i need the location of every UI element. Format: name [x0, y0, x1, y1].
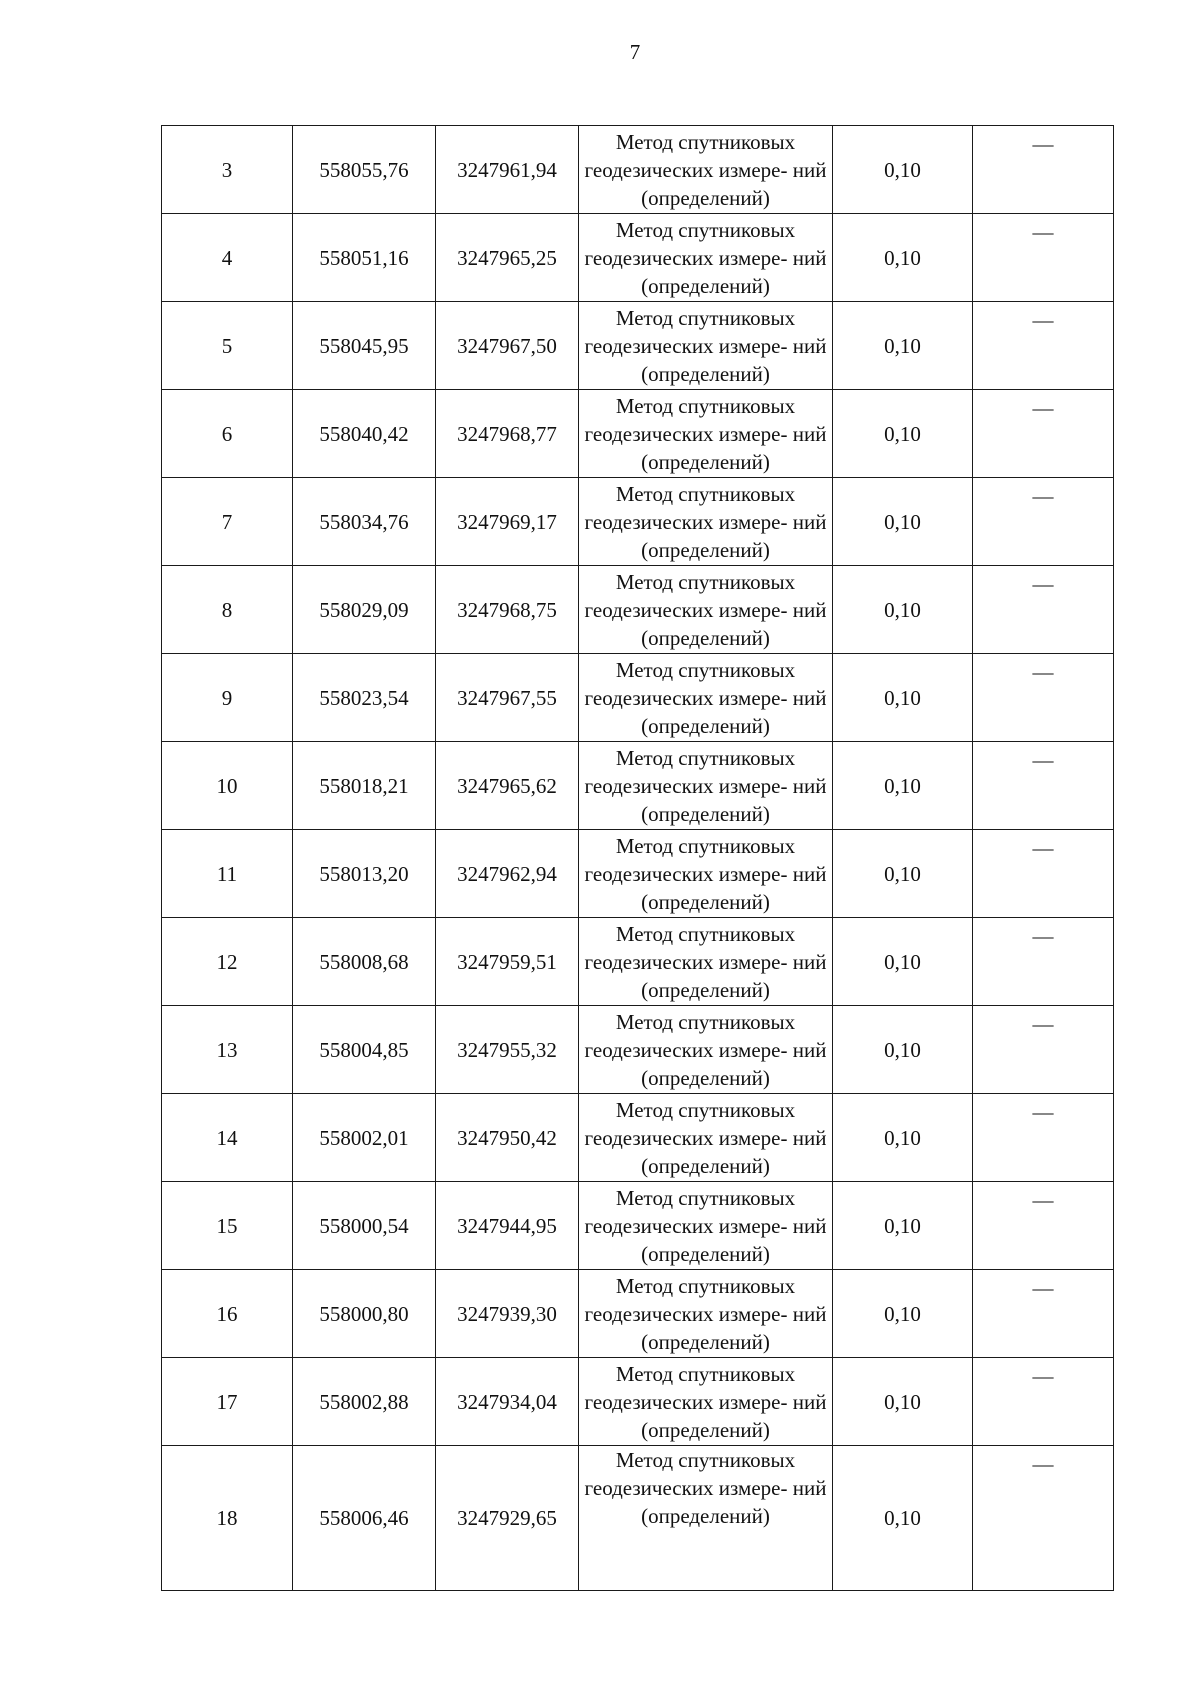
dash-cell: — [973, 654, 1114, 742]
method-cell: Метод спутниковых геодезических измере- ний (определений) [579, 390, 833, 478]
point-number-cell: 11 [162, 830, 293, 918]
dash-cell: — [973, 742, 1114, 830]
x-coordinate-cell: 558055,76 [293, 126, 436, 214]
y-coordinate-cell: 3247969,17 [436, 478, 579, 566]
point-number-cell: 7 [162, 478, 293, 566]
method-cell: Метод спутниковых геодезических измере- ний (определений) [579, 1270, 833, 1358]
accuracy-cell: 0,10 [833, 390, 973, 478]
table-row [162, 214, 1114, 302]
point-number-cell: 9 [162, 654, 293, 742]
y-coordinate-cell: 3247944,95 [436, 1182, 579, 1270]
dash-cell: — [973, 214, 1114, 302]
table-row [162, 654, 1114, 742]
dash-cell: — [973, 1182, 1114, 1270]
accuracy-cell: 0,10 [833, 126, 973, 214]
dash-cell: — [973, 1006, 1114, 1094]
accuracy-cell: 0,10 [833, 654, 973, 742]
x-coordinate-cell: 558002,88 [293, 1358, 436, 1446]
y-coordinate-cell: 3247939,30 [436, 1270, 579, 1358]
x-coordinate-cell: 558013,20 [293, 830, 436, 918]
method-cell: Метод спутниковых геодезических измере- ний (определений) [579, 302, 833, 390]
method-cell: Метод спутниковых геодезических измере- ний (определений) [579, 830, 833, 918]
table-row [162, 1006, 1114, 1094]
dash-cell: — [973, 1270, 1114, 1358]
dash-cell: — [973, 1446, 1114, 1591]
x-coordinate-cell: 558051,16 [293, 214, 436, 302]
table-row [162, 478, 1114, 566]
accuracy-cell: 0,10 [833, 1446, 973, 1591]
point-number-cell: 5 [162, 302, 293, 390]
table-row [162, 302, 1114, 390]
accuracy-cell: 0,10 [833, 1006, 973, 1094]
x-coordinate-cell: 558004,85 [293, 1006, 436, 1094]
method-cell: Метод спутниковых геодезических измере- ний (определений) [579, 1446, 833, 1591]
y-coordinate-cell: 3247962,94 [436, 830, 579, 918]
accuracy-cell: 0,10 [833, 214, 973, 302]
table-row [162, 918, 1114, 1006]
table-row [162, 126, 1114, 214]
point-number-cell: 14 [162, 1094, 293, 1182]
accuracy-cell: 0,10 [833, 1182, 973, 1270]
y-coordinate-cell: 3247967,55 [436, 654, 579, 742]
accuracy-cell: 0,10 [833, 1358, 973, 1446]
coordinates-table [161, 125, 1114, 1591]
table-row [162, 1358, 1114, 1446]
dash-cell: — [973, 478, 1114, 566]
table-row [162, 1270, 1114, 1358]
point-number-cell: 12 [162, 918, 293, 1006]
y-coordinate-cell: 3247965,62 [436, 742, 579, 830]
accuracy-cell: 0,10 [833, 918, 973, 1006]
accuracy-cell: 0,10 [833, 302, 973, 390]
accuracy-cell: 0,10 [833, 478, 973, 566]
x-coordinate-cell: 558040,42 [293, 390, 436, 478]
point-number-cell: 6 [162, 390, 293, 478]
accuracy-cell: 0,10 [833, 1094, 973, 1182]
point-number-cell: 4 [162, 214, 293, 302]
x-coordinate-cell: 558045,95 [293, 302, 436, 390]
method-cell: Метод спутниковых геодезических измере- ний (определений) [579, 126, 833, 214]
y-coordinate-cell: 3247959,51 [436, 918, 579, 1006]
y-coordinate-cell: 3247950,42 [436, 1094, 579, 1182]
y-coordinate-cell: 3247968,77 [436, 390, 579, 478]
method-cell: Метод спутниковых геодезических измере- ний (определений) [579, 1006, 833, 1094]
point-number-cell: 18 [162, 1446, 293, 1591]
point-number-cell: 13 [162, 1006, 293, 1094]
point-number-cell: 10 [162, 742, 293, 830]
x-coordinate-cell: 558000,80 [293, 1270, 436, 1358]
table-row [162, 1446, 1114, 1591]
method-cell: Метод спутниковых геодезических измере- ний (определений) [579, 918, 833, 1006]
method-cell: Метод спутниковых геодезических измере- ний (определений) [579, 654, 833, 742]
dash-cell: — [973, 302, 1114, 390]
method-cell: Метод спутниковых геодезических измере- ний (определений) [579, 742, 833, 830]
table-row [162, 390, 1114, 478]
table-row [162, 566, 1114, 654]
y-coordinate-cell: 3247968,75 [436, 566, 579, 654]
method-cell: Метод спутниковых геодезических измере- ний (определений) [579, 1358, 833, 1446]
accuracy-cell: 0,10 [833, 742, 973, 830]
y-coordinate-cell: 3247965,25 [436, 214, 579, 302]
x-coordinate-cell: 558018,21 [293, 742, 436, 830]
point-number-cell: 15 [162, 1182, 293, 1270]
dash-cell: — [973, 390, 1114, 478]
accuracy-cell: 0,10 [833, 830, 973, 918]
method-cell: Метод спутниковых геодезических измере- ний (определений) [579, 566, 833, 654]
point-number-cell: 17 [162, 1358, 293, 1446]
x-coordinate-cell: 558034,76 [293, 478, 436, 566]
accuracy-cell: 0,10 [833, 566, 973, 654]
point-number-cell: 3 [162, 126, 293, 214]
method-cell: Метод спутниковых геодезических измере- ний (определений) [579, 478, 833, 566]
point-number-cell: 16 [162, 1270, 293, 1358]
accuracy-cell: 0,10 [833, 1270, 973, 1358]
y-coordinate-cell: 3247955,32 [436, 1006, 579, 1094]
x-coordinate-cell: 558008,68 [293, 918, 436, 1006]
y-coordinate-cell: 3247961,94 [436, 126, 579, 214]
x-coordinate-cell: 558029,09 [293, 566, 436, 654]
y-coordinate-cell: 3247967,50 [436, 302, 579, 390]
table-body [162, 126, 1114, 1591]
method-cell: Метод спутниковых геодезических измере- ний (определений) [579, 1182, 833, 1270]
page-number: 7 [629, 40, 641, 64]
x-coordinate-cell: 558023,54 [293, 654, 436, 742]
dash-cell: — [973, 1094, 1114, 1182]
dash-cell: — [973, 126, 1114, 214]
dash-cell: — [973, 830, 1114, 918]
x-coordinate-cell: 558006,46 [293, 1446, 436, 1591]
method-cell: Метод спутниковых геодезических измере- ний (определений) [579, 1094, 833, 1182]
table-row [162, 830, 1114, 918]
table-row [162, 1094, 1114, 1182]
dash-cell: — [973, 918, 1114, 1006]
x-coordinate-cell: 558000,54 [293, 1182, 436, 1270]
table-row [162, 742, 1114, 830]
method-cell: Метод спутниковых геодезических измере- ний (определений) [579, 214, 833, 302]
point-number-cell: 8 [162, 566, 293, 654]
dash-cell: — [973, 566, 1114, 654]
y-coordinate-cell: 3247929,65 [436, 1446, 579, 1591]
x-coordinate-cell: 558002,01 [293, 1094, 436, 1182]
dash-cell: — [973, 1358, 1114, 1446]
table-row [162, 1182, 1114, 1270]
y-coordinate-cell: 3247934,04 [436, 1358, 579, 1446]
